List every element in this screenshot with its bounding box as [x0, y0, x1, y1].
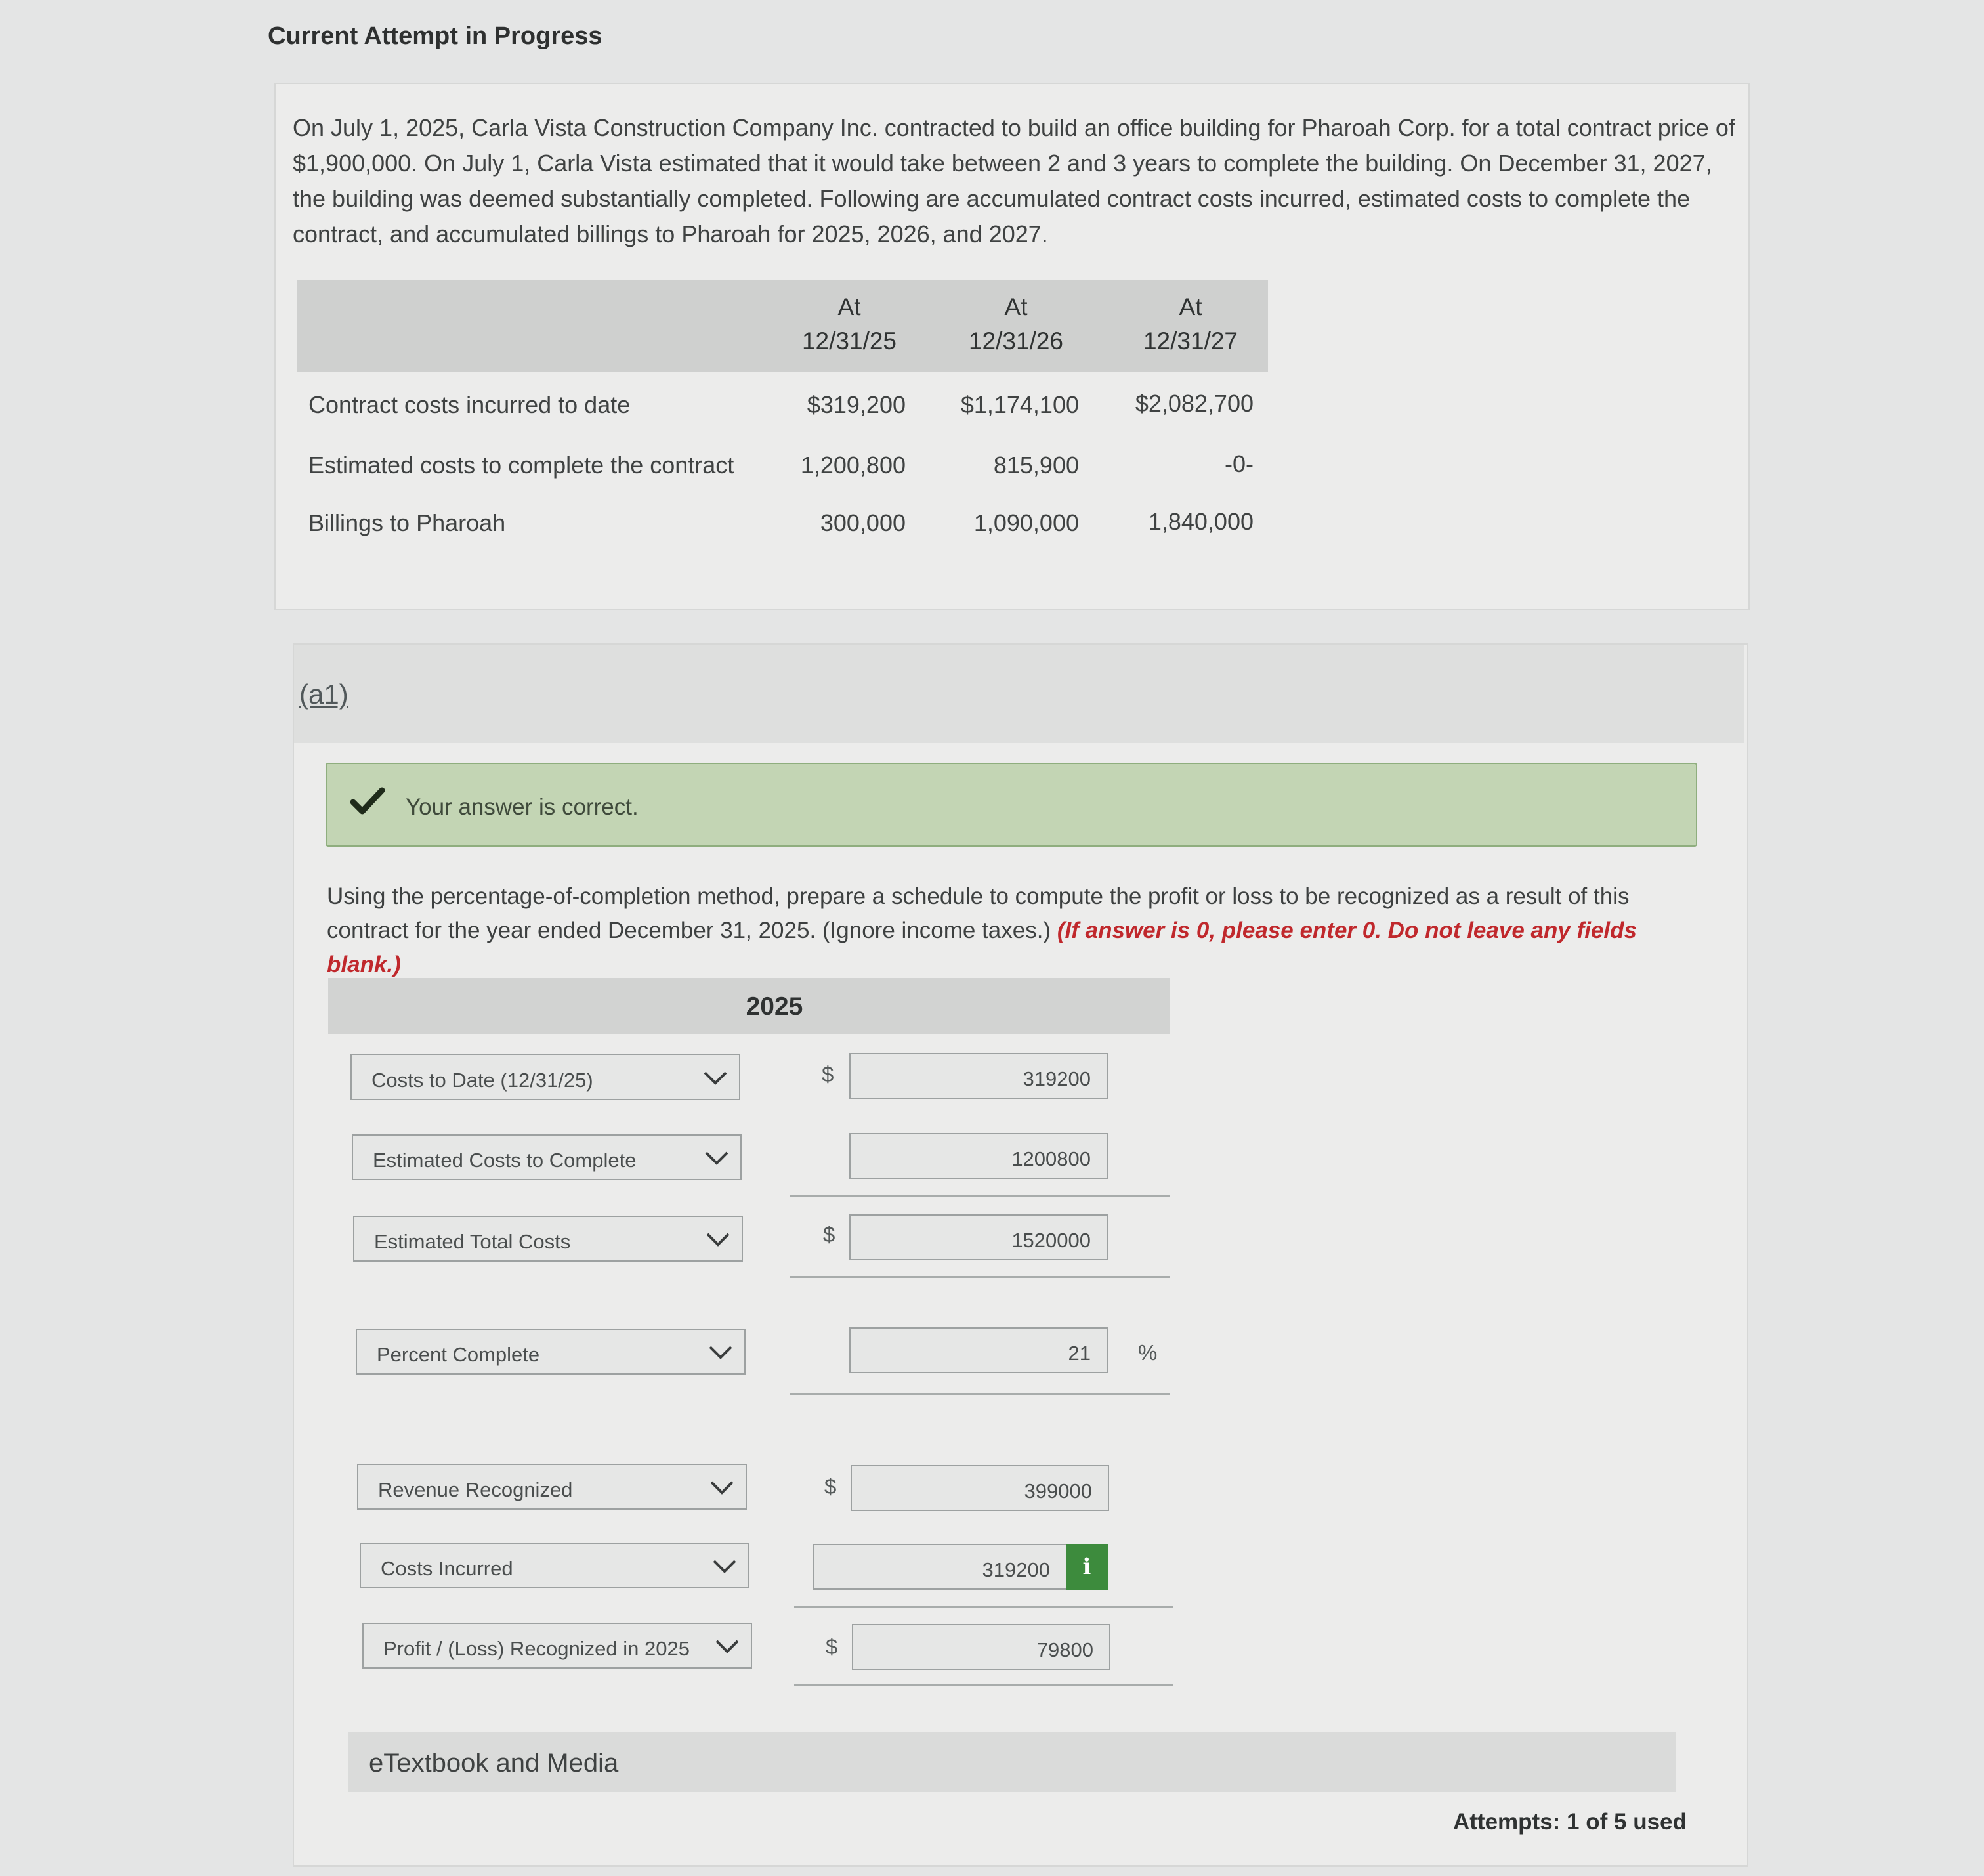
chevron-down-icon: [704, 1227, 732, 1251]
amount-input-profit-loss[interactable]: [852, 1624, 1110, 1670]
amount-input-estimated-costs-to-complete[interactable]: [849, 1133, 1108, 1179]
input-value: 1200800: [1011, 1147, 1091, 1170]
input-value: 319200: [982, 1558, 1050, 1581]
etextbook-label[interactable]: eTextbook and Media: [369, 1749, 619, 1778]
total-rule: [790, 1276, 1170, 1278]
row-label-estimated-costs: Estimated costs to complete the contract: [308, 452, 734, 479]
part-header-bar: [294, 645, 1744, 743]
checkmark-icon: [348, 782, 387, 822]
table-cell: 300,000: [820, 509, 906, 536]
select-label: Profit / (Loss) Recognized in 2025: [383, 1637, 690, 1660]
table-cell: 1,090,000: [973, 509, 1079, 536]
row-select-profit-loss[interactable]: [362, 1623, 752, 1669]
input-value: 21: [1068, 1342, 1091, 1365]
row-select-costs-to-date[interactable]: [350, 1054, 740, 1100]
table-cell: $1,174,100: [960, 391, 1079, 418]
row-select-estimated-total-costs[interactable]: [353, 1216, 743, 1262]
chevron-down-icon: [713, 1634, 742, 1658]
row-label-costs-incurred: Contract costs incurred to date: [308, 391, 631, 418]
chevron-down-icon: [706, 1340, 735, 1364]
amount-input-revenue-recognized[interactable]: [851, 1465, 1109, 1511]
input-value: 319200: [1023, 1067, 1091, 1090]
chevron-down-icon: [702, 1146, 731, 1170]
chevron-down-icon: [701, 1066, 730, 1090]
table-cell: 1,840,000: [1148, 508, 1254, 535]
select-label: Estimated Costs to Complete: [373, 1149, 637, 1172]
select-label: Costs to Date (12/31/25): [371, 1069, 593, 1092]
table-cell: $319,200: [807, 391, 906, 418]
amount-input-costs-to-date[interactable]: [849, 1053, 1108, 1099]
amount-input-costs-incurred[interactable]: [813, 1544, 1067, 1590]
table-cell: 1,200,800: [800, 452, 906, 479]
input-value: 399000: [1024, 1480, 1092, 1503]
row-select-revenue-recognized[interactable]: [357, 1464, 747, 1510]
dollar-sign: $: [826, 1634, 838, 1659]
part-a1-link[interactable]: (a1): [299, 679, 348, 710]
select-label: Revenue Recognized: [378, 1478, 573, 1501]
select-label: Percent Complete: [377, 1343, 540, 1366]
input-value: 79800: [1036, 1638, 1093, 1661]
column-header-2026: At 12/31/26: [968, 293, 1064, 354]
total-rule: [794, 1684, 1173, 1686]
subtotal-rule: [790, 1393, 1170, 1395]
row-select-costs-incurred[interactable]: [360, 1543, 749, 1588]
column-header-2027: At 12/31/27: [1143, 293, 1238, 354]
dollar-sign: $: [822, 1062, 834, 1086]
chevron-down-icon: [710, 1554, 739, 1578]
percent-sign: %: [1138, 1340, 1158, 1365]
row-label-billings: Billings to Pharoah: [308, 509, 506, 536]
subtotal-rule: [790, 1195, 1170, 1197]
attempts-counter: Attempts: 1 of 5 used: [1453, 1809, 1687, 1835]
instruction-text: [327, 880, 1705, 982]
dollar-sign: $: [823, 1222, 835, 1247]
table-cell: $2,082,700: [1135, 390, 1254, 417]
instruction-warning: (If answer is 0, please enter 0. Do not leave any fields blank.): [327, 918, 1637, 977]
row-select-estimated-costs-to-complete[interactable]: [352, 1134, 742, 1180]
row-select-percent-complete[interactable]: [356, 1329, 746, 1375]
page-heading: Current Attempt in Progress: [268, 22, 602, 50]
problem-text: On July 1, 2025, Carla Vista Construction Company Inc. contracted to build an office building for Pharoah Corp. for a total contract price of $1,900,000. On July 1, Carla Vista estimated that it would take between 2 and 3 years to complete the building. On December 31, 2027, the building was deemed substantially completed. Following are accumulated contract costs incurred, estimated costs to complete the contract, and accumulated billings to Pharoah for 2025, 2026, and 2027.: [293, 114, 1735, 247]
select-label: Estimated Total Costs: [374, 1230, 571, 1253]
instruction-body: Using the percentage-of-completion method, prepare a schedule to compute the profit or loss to be recognized as a result of this contract for the year ended December 31, 2025. (Ignore income taxes.): [327, 884, 1630, 943]
schedule-year: 2025: [746, 992, 803, 1021]
chevron-down-icon: [707, 1476, 736, 1499]
amount-input-percent-complete[interactable]: [849, 1327, 1108, 1373]
amount-input-estimated-total-costs[interactable]: [849, 1214, 1108, 1260]
table-cell: -0-: [1225, 450, 1254, 477]
dollar-sign: $: [824, 1474, 837, 1499]
table-cell: 815,900: [993, 452, 1079, 479]
column-header-2025: At 12/31/25: [801, 293, 897, 354]
correct-answer-text: Your answer is correct.: [406, 794, 639, 820]
input-value: 1520000: [1011, 1229, 1091, 1252]
select-label: Costs Incurred: [381, 1557, 513, 1580]
subtotal-rule: [794, 1606, 1173, 1608]
info-icon[interactable]: i: [1066, 1544, 1108, 1590]
